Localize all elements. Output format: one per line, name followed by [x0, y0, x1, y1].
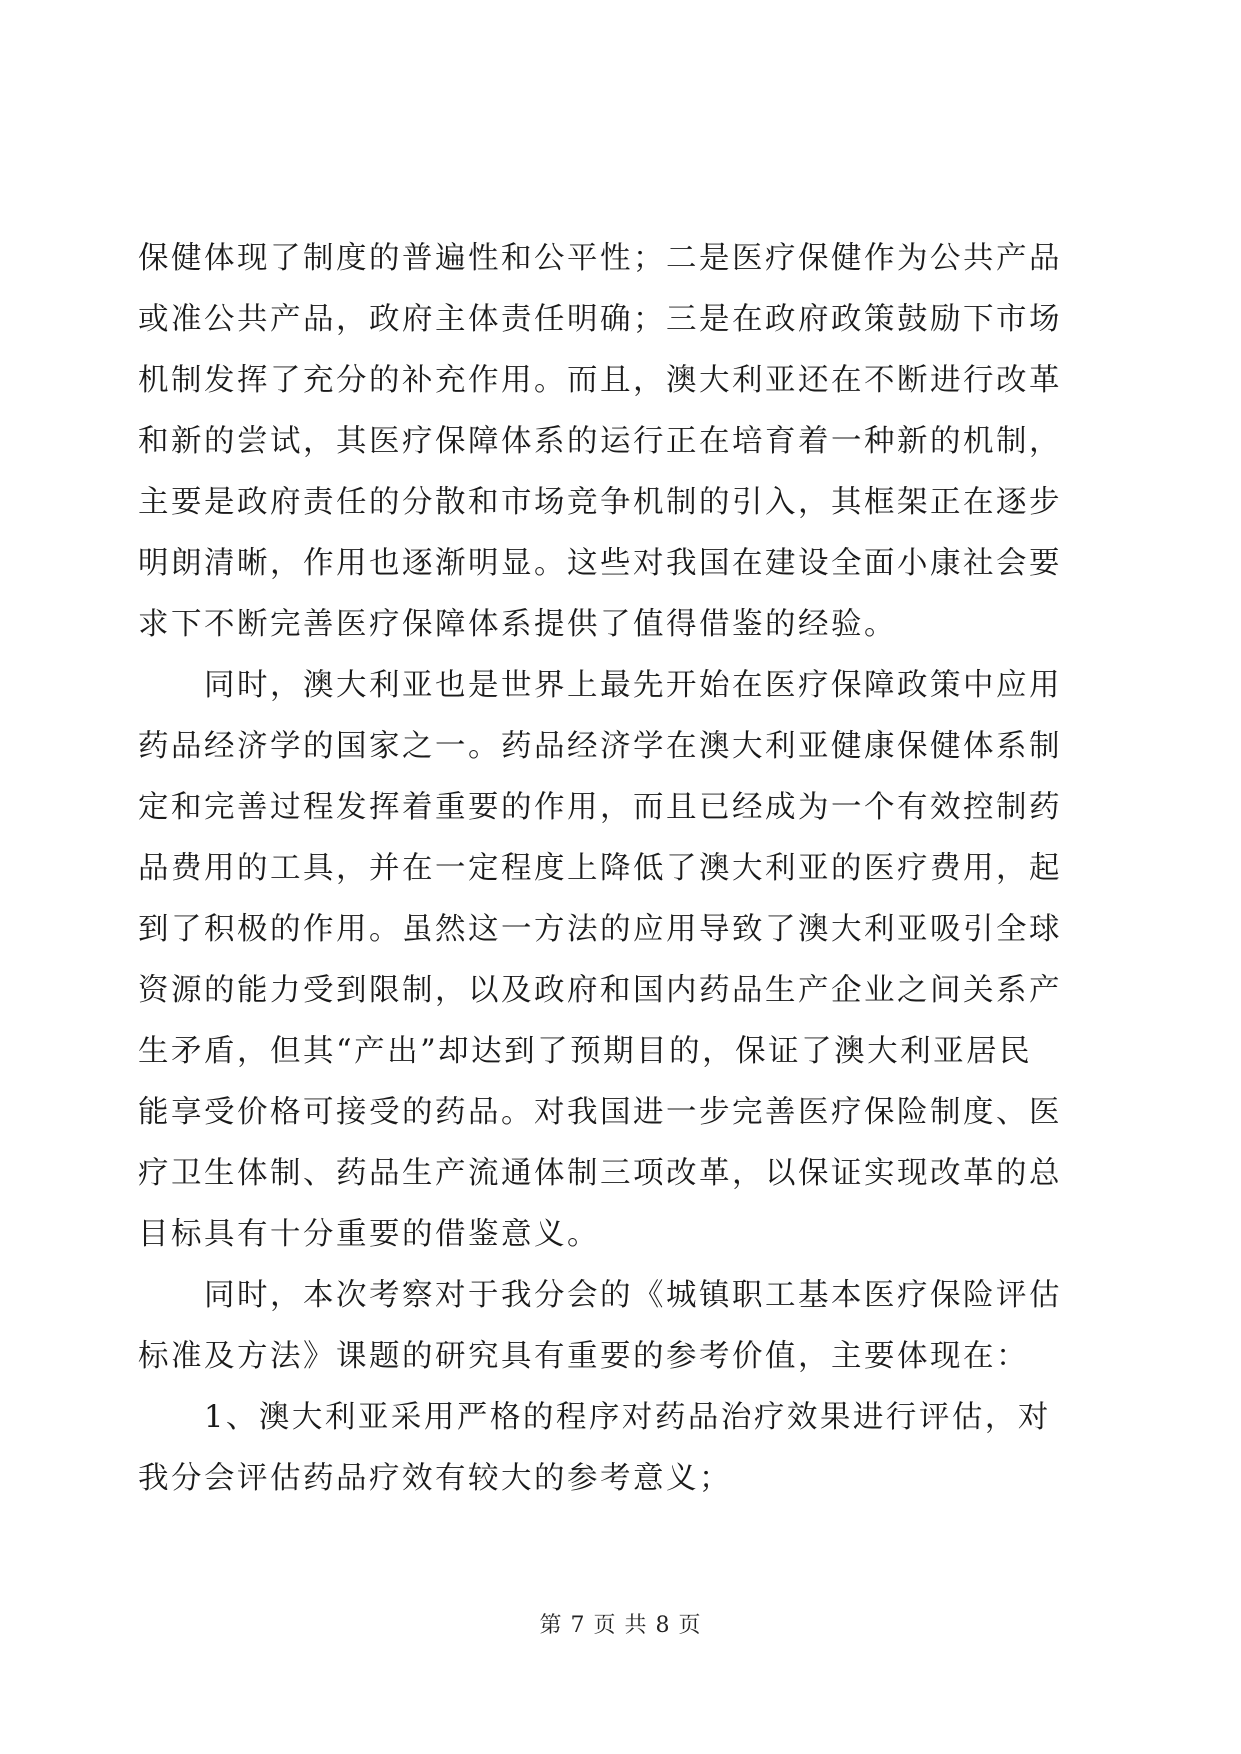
text-line: 目标具有十分重要的借鉴意义。 [138, 1217, 600, 1252]
list-item-line: 1、澳大利亚采用严格的程序对药品治疗效果进行评估，对 [204, 1400, 1051, 1435]
paragraph-start-line: 同时，澳大利亚也是世界上最先开始在医疗保障政策中应用 [204, 668, 1062, 703]
text-line: 能享受价格可接受的药品。对我国进一步完善医疗保险制度、医 [138, 1095, 1062, 1130]
text-line: 主要是政府责任的分散和市场竞争机制的引入，其框架正在逐步 [138, 485, 1062, 520]
text-line: 疗卫生体制、药品生产流通体制三项改革，以保证实现改革的总 [138, 1156, 1062, 1191]
text-line: 我分会评估药品疗效有较大的参考意义； [138, 1461, 732, 1496]
text-line: 到了积极的作用。虽然这一方法的应用导致了澳大利亚吸引全球 [138, 912, 1062, 947]
text-line: 定和完善过程发挥着重要的作用，而且已经成为一个有效控制药 [138, 790, 1062, 825]
text-line: 生矛盾，但其“产出”却达到了预期目的，保证了澳大利亚居民 [138, 1034, 1033, 1069]
text-line: 保健体现了制度的普遍性和公平性；二是医疗保健作为公共产品 [138, 241, 1062, 276]
text-line: 标准及方法》课题的研究具有重要的参考价值，主要体现在： [138, 1339, 1029, 1374]
text-line: 品费用的工具，并在一定程度上降低了澳大利亚的医疗费用，起 [138, 851, 1062, 886]
text-line: 资源的能力受到限制，以及政府和国内药品生产企业之间关系产 [138, 973, 1062, 1008]
text-line: 或准公共产品，政府主体责任明确；三是在政府政策鼓励下市场 [138, 302, 1062, 337]
text-line: 和新的尝试，其医疗保障体系的运行正在培育着一种新的机制， [138, 424, 1062, 459]
body-text [138, 228, 1088, 1509]
text-line: 明朗清晰，作用也逐渐明显。这些对我国在建设全面小康社会要 [138, 546, 1062, 581]
text-line: 药品经济学的国家之一。药品经济学在澳大利亚健康保健体系制 [138, 729, 1062, 764]
paragraph-start-line: 同时，本次考察对于我分会的《城镇职工基本医疗保险评估 [204, 1278, 1062, 1313]
text-line: 机制发挥了充分的补充作用。而且，澳大利亚还在不断进行改革 [138, 363, 1062, 398]
text-line: 求下不断完善医疗保障体系提供了值得借鉴的经验。 [138, 607, 897, 642]
page-number-footer: 第 7 页 共 8 页 [539, 1613, 702, 1638]
